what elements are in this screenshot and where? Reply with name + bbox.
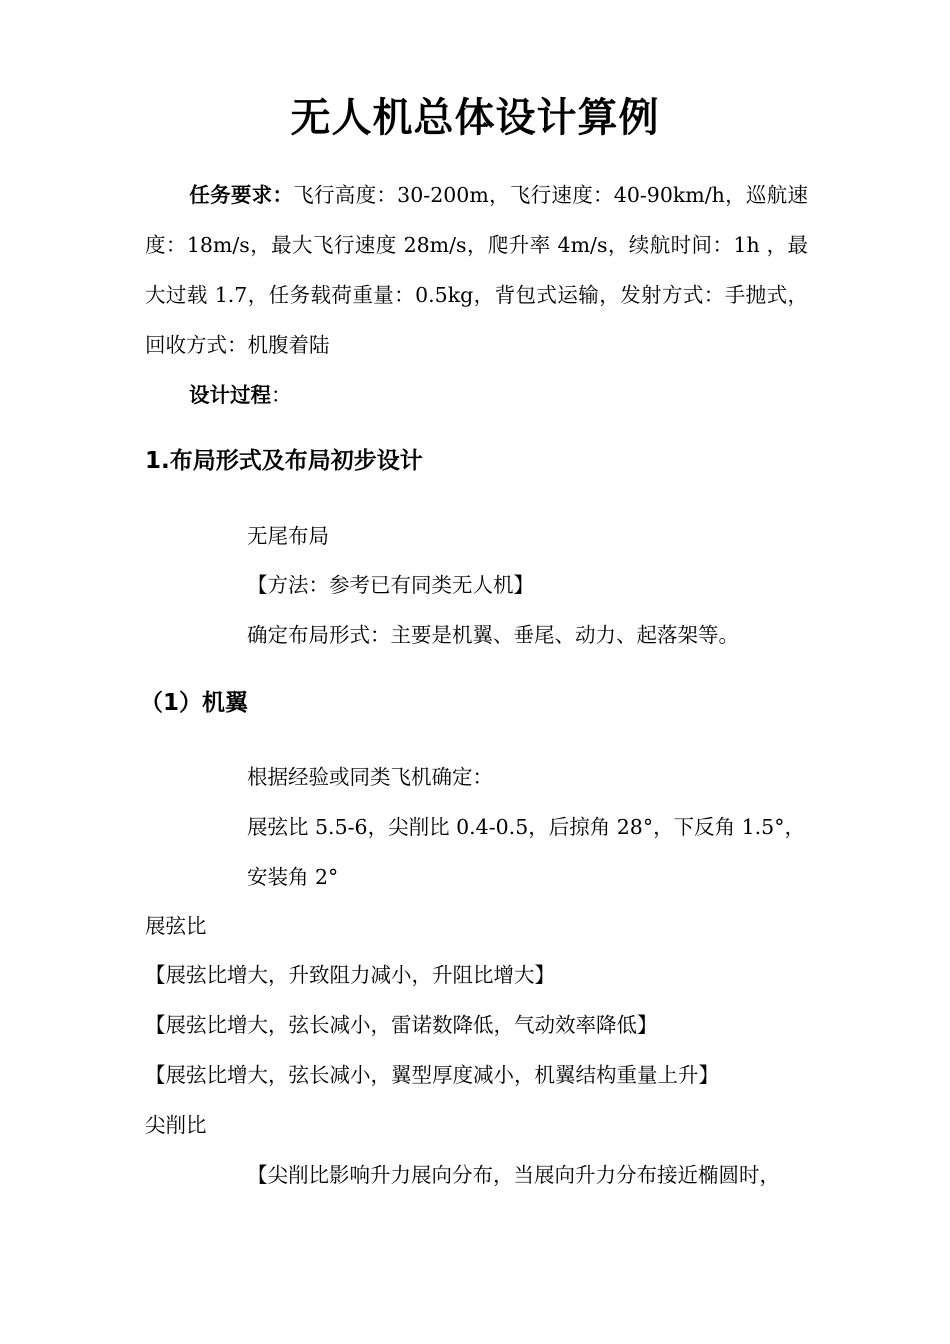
aspect-ratio-label: 展弦比 <box>145 914 207 938</box>
wing-line-parameters: 展弦比 5.5-6，尖削比 0.4-0.5，后掠角 28°，下反角 1.5°， <box>247 815 805 839</box>
wing-line-incidence: 安装角 2° <box>247 865 339 889</box>
aspect-ratio-note-2: 【展弦比增大，弦长减小，雷诺数降低，气动效率降低】 <box>145 1013 658 1037</box>
layout-line-determine: 确定布局形式：主要是机翼、垂尾、动力、起落架等。 <box>247 623 739 647</box>
document-title: 无人机总体设计算例 <box>290 95 660 141</box>
aspect-ratio-note-3: 【展弦比增大，弦长减小，翼型厚度减小，机翼结构重量上升】 <box>145 1063 719 1087</box>
task-requirements-text: 飞行高度：30-200m，飞行速度：40-90km/h，巡航速度：18m/s，最大飞行速度 28m/s，爬升率 4m/s，续航时间：1h ，最大过载 1.7，任务载荷重量：0.5kg，背包式运输，发射方式：手抛式，回收方式：机腹着陆 <box>145 183 808 357</box>
section-heading-layout: 1.布局形式及布局初步设计 <box>145 448 423 474</box>
taper-ratio-note: 【尖削比影响升力展向分布，当展向升力分布接近椭圆时， <box>247 1163 780 1187</box>
taper-ratio-label: 尖削比 <box>145 1113 207 1137</box>
layout-line-method: 【方法：参考已有同类无人机】 <box>247 573 534 597</box>
design-process-line <box>189 380 292 410</box>
task-requirements-paragraph <box>145 170 808 370</box>
layout-line-tailless: 无尾布局 <box>247 524 329 548</box>
design-process-colon: ： <box>271 383 292 407</box>
aspect-ratio-note-1: 【展弦比增大，升致阻力减小，升阻比增大】 <box>145 963 555 987</box>
wing-line-basis: 根据经验或同类飞机确定： <box>247 765 493 789</box>
design-process-label: 设计过程 <box>189 383 271 407</box>
task-requirements-label: 任务要求： <box>189 183 294 207</box>
subsection-heading-wing: （1）机翼 <box>140 690 249 716</box>
